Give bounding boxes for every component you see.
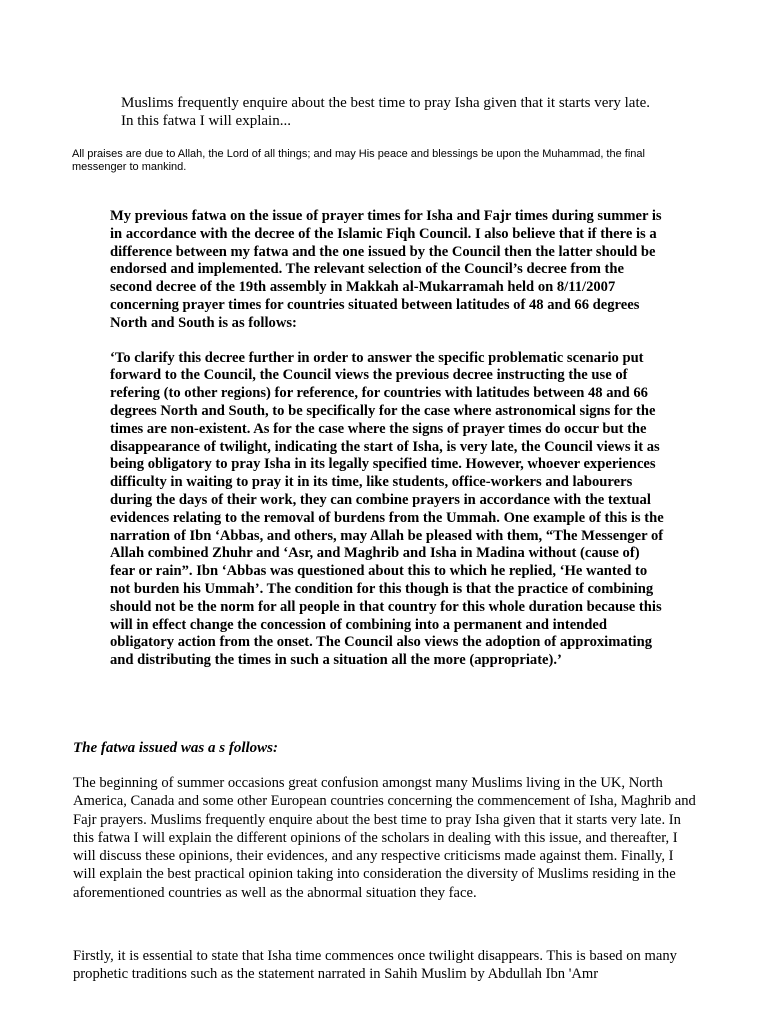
intro-summary: Muslims frequently enquire about the best time to pray Isha given that it starts very late. In this fatwa I will explain... bbox=[121, 95, 651, 129]
body-paragraph: The beginning of summer occasions great confusion amongst many Muslims living in the UK, North America, Canada and some other European countries concerning the commencement of Isha, Maghrib and Fajr prayers. Muslims frequently enquire about the best time to pray Isha given that it starts very late. In this fatwa I will explain the different opinions of the scholars in dealing with this issue, and thereafter, I will discuss these opinions, their evidences, and any respective criticisms made against them. Finally, I will explain the best practical opinion taking into consideration the diversity of Muslims residing in the aforementioned countries as well as the abnormal situation they face. bbox=[73, 775, 696, 901]
fatwa-heading: The fatwa issued was a s follows: bbox=[73, 740, 279, 756]
council-decree-block bbox=[110, 208, 666, 687]
decree-paragraph: My previous fatwa on the issue of prayer times for Isha and Fajr times during summer is in accordance with the decree of the Islamic Fiqh Council. I also believe that if there is a difference between my fatwa and the one issued by the Council then the latter should be endorsed and implemented. The relevant selection of the Council’s decree from the second decree of the 19th assembly in Makkah al-Mukarramah held on 8/11/2007 concerning prayer times for countries situated between latitudes of 48 and 66 degrees North and South is as follows: bbox=[110, 208, 662, 331]
decree-paragraph: ‘To clarify this decree further in order to answer the specific problematic scenario put forward to the Council, the Council views the previous decree instructing the use of refering (to other regions) for reference, for countries with latitudes between 48 and 66 degrees North and South, to be specifically for the case where astronomical signs for the times are non-existent. As for the case where the signs of prayer times do occur but the disappearance of twilight, indicating the start of Isha, is very late, the Council views it as being obligatory to pray Isha in its legally specified time. However, whoever experiences difficulty in waiting to pray it in its time, like students, office-workers and labourers during the days of their work, they can combine prayers in accordance with the textual evidences relating to the removal of burdens from the Ummah. One example of this is the narration of Ibn ‘Abbas, and others, may Allah be pleased with them, “The Messenger of Allah combined Zhuhr and ‘Asr, and Maghrib and Isha in Madina without (cause of) fear or rain”. Ibn ‘Abbas was questioned about this to which he replied, ‘He wanted to not burden his Ummah’. The condition for this though is that the practice of combining should not be the norm for all people in that country for this whole duration because this will in effect change the concession of combining into a permanent and intended obligatory action from the onset. The Council also views the adoption of approximating and distributing the times in such a situation all the more (appropriate).’ bbox=[110, 349, 664, 669]
praise-line: All praises are due to Allah, the Lord of all things; and may His peace and blessings be upon the Muhammad, the final messenger to mankind. bbox=[72, 148, 645, 173]
body-paragraph: Firstly, it is essential to state that Isha time commences once twilight disappears. This is based on many prophetic traditions such as the statement narrated in Sahih Muslim by Abdullah Ibn 'Amr bbox=[73, 948, 677, 983]
